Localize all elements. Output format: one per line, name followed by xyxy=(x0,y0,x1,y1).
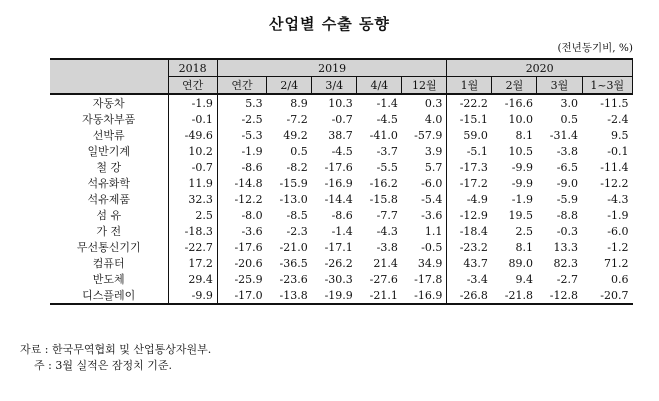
table-cell: -41.0 xyxy=(369,128,398,142)
header-period-cell: 연간 xyxy=(168,77,217,95)
table-cell: -31.4 xyxy=(549,128,579,142)
table-cell: -4.9 xyxy=(466,192,488,206)
header-period-cell: 1월 xyxy=(447,77,492,95)
header-period-cell: 1~3월 xyxy=(582,77,632,95)
export-table xyxy=(50,58,633,305)
table-cell: -0.3 xyxy=(556,224,579,238)
table-cell: -20.6 xyxy=(234,256,263,270)
table-cell: -17.1 xyxy=(324,240,353,254)
table-cell: -23.2 xyxy=(459,240,488,254)
row-label: 반도체 xyxy=(50,271,168,287)
header-period-cell: 3월 xyxy=(537,77,582,95)
table-cell: -21.8 xyxy=(492,287,537,304)
remark-note: 주 : 3월 실적은 잠정치 기준. xyxy=(34,359,172,372)
table-cell: -17.6 xyxy=(324,160,353,174)
row-label: 무선통신기기 xyxy=(50,239,168,255)
table-cell: -3.6 xyxy=(241,224,263,238)
table-cell: -4.3 xyxy=(607,192,629,206)
table-cell: -21.0 xyxy=(279,240,308,254)
table-cell: -16.2 xyxy=(369,176,398,190)
table-row xyxy=(50,191,633,207)
table-cell: -22.2 xyxy=(447,94,492,111)
table-row xyxy=(50,287,633,304)
table-cell: -4.3 xyxy=(376,224,398,238)
row-label: 철 강 xyxy=(50,159,168,175)
row-label: 일반기계 xyxy=(50,143,168,159)
table-cell: -57.9 xyxy=(402,127,447,143)
table-cell: -0.1 xyxy=(168,111,217,127)
table-cell: -30.3 xyxy=(324,272,353,286)
table-row xyxy=(50,271,633,287)
table-cell: -5.9 xyxy=(556,192,579,206)
table-cell: -17.3 xyxy=(459,160,488,174)
row-label: 컴퓨터 xyxy=(50,255,168,271)
table-cell: 1.1 xyxy=(402,223,447,239)
row-label: 자동차 xyxy=(50,94,168,111)
header-period-cell: 3/4 xyxy=(312,77,357,95)
table-row xyxy=(50,223,633,239)
table-cell: -14.4 xyxy=(324,192,353,206)
row-label: 선박류 xyxy=(50,127,168,143)
table-row xyxy=(50,239,633,255)
table-cell: 4.0 xyxy=(402,111,447,127)
table-cell: -2.4 xyxy=(607,112,629,126)
source-note: 자료 : 한국무역협회 및 산업통상자원부. xyxy=(20,343,212,356)
row-label: 석유제품 xyxy=(50,191,168,207)
table-cell: -17.2 xyxy=(459,176,488,190)
footnotes xyxy=(20,342,211,374)
table-cell: -3.4 xyxy=(466,272,488,286)
table-cell: -1.9 xyxy=(241,144,263,158)
table-cell: -5.1 xyxy=(466,144,488,158)
table-cell: 32.3 xyxy=(168,191,217,207)
table-cell: -0.1 xyxy=(607,144,629,158)
table-cell: -15.9 xyxy=(279,176,308,190)
row-label: 디스플레이 xyxy=(50,287,168,304)
table-cell: -8.6 xyxy=(241,160,263,174)
table-cell: 5.7 xyxy=(402,159,447,175)
table-cell: -21.1 xyxy=(357,287,402,304)
table-cell: -13.8 xyxy=(267,287,312,304)
table-cell: -8.0 xyxy=(241,208,263,222)
table-header xyxy=(50,59,633,94)
table-cell: 0.6 xyxy=(611,272,629,286)
table-cell: -6.0 xyxy=(402,175,447,191)
table-cell: 19.5 xyxy=(508,208,533,222)
table-cell: 9.5 xyxy=(611,128,629,142)
table-cell: 17.2 xyxy=(168,255,217,271)
table-cell: -11.4 xyxy=(600,160,629,174)
table-cell: -7.7 xyxy=(376,208,398,222)
table-cell: -7.2 xyxy=(286,112,308,126)
table-cell: -18.3 xyxy=(168,223,217,239)
table-cell: -9.0 xyxy=(556,176,579,190)
table-cell: -20.7 xyxy=(582,287,632,304)
table-cell: -16.9 xyxy=(324,176,353,190)
table-cell: -18.4 xyxy=(459,224,488,238)
table-cell: -27.6 xyxy=(369,272,398,286)
table-cell: 8.9 xyxy=(267,94,312,111)
table-cell: -4.5 xyxy=(376,112,398,126)
table-cell: -23.6 xyxy=(279,272,308,286)
table-cell: 21.4 xyxy=(373,256,398,270)
table-body xyxy=(50,94,633,304)
table-cell: -26.8 xyxy=(447,287,492,304)
table-cell: 34.9 xyxy=(402,255,447,271)
table-cell: 38.7 xyxy=(328,128,353,142)
table-cell: 10.0 xyxy=(508,112,533,126)
header-period-cell: 2월 xyxy=(492,77,537,95)
table-cell: -8.6 xyxy=(331,208,353,222)
table-cell: -0.7 xyxy=(331,112,353,126)
table-cell: -16.6 xyxy=(492,94,537,111)
table-cell: -17.0 xyxy=(217,287,266,304)
table-cell: -19.9 xyxy=(312,287,357,304)
table-row xyxy=(50,94,633,111)
header-year-2019: 2019 xyxy=(217,59,447,77)
table-cell: -26.2 xyxy=(324,256,353,270)
table-cell: -2.5 xyxy=(241,112,263,126)
table-cell: -15.1 xyxy=(459,112,488,126)
table-cell: -8.5 xyxy=(286,208,308,222)
table-cell: 82.3 xyxy=(553,256,579,270)
table-cell: -9.9 xyxy=(511,160,533,174)
table-row xyxy=(50,159,633,175)
table-cell: 5.3 xyxy=(217,94,266,111)
page-title: 산업별 수출 동향 xyxy=(269,15,390,33)
table-cell: 10.3 xyxy=(312,94,357,111)
table-cell: -5.4 xyxy=(402,191,447,207)
table-cell: -16.9 xyxy=(402,287,447,304)
header-blank-cell xyxy=(50,59,168,94)
table-cell: -5.3 xyxy=(241,128,263,142)
table-cell: -17.6 xyxy=(234,240,263,254)
row-label: 가 전 xyxy=(50,223,168,239)
table-cell: 8.1 xyxy=(515,128,533,142)
table-cell: -6.5 xyxy=(556,160,579,174)
table-cell: -36.5 xyxy=(279,256,308,270)
table-cell: 10.2 xyxy=(168,143,217,159)
table-cell: -1.4 xyxy=(331,224,353,238)
table-row xyxy=(50,255,633,271)
table-cell: -0.7 xyxy=(168,159,217,175)
table-cell: -0.5 xyxy=(402,239,447,255)
table-cell: 89.0 xyxy=(508,256,533,270)
table-cell: -49.6 xyxy=(168,127,217,143)
table-cell: -9.9 xyxy=(511,176,533,190)
table-cell: -1.2 xyxy=(607,240,629,254)
header-period-cell: 4/4 xyxy=(357,77,402,95)
table-row xyxy=(50,143,633,159)
table-cell: 0.5 xyxy=(560,112,579,126)
header-period-cell: 2/4 xyxy=(267,77,312,95)
table-cell: -3.8 xyxy=(376,240,398,254)
row-label: 섬 유 xyxy=(50,207,168,223)
table-cell: -3.7 xyxy=(376,144,398,158)
table-cell: -15.8 xyxy=(369,192,398,206)
table-cell: -1.4 xyxy=(357,94,402,111)
unit-label: (전년동기비, %) xyxy=(557,42,633,54)
table-cell: -1.9 xyxy=(168,94,217,111)
table-cell: -14.8 xyxy=(234,176,263,190)
table-cell: 0.5 xyxy=(290,144,308,158)
table-cell: 71.2 xyxy=(604,256,629,270)
table-cell: 3.0 xyxy=(537,94,582,111)
table-cell: -2.3 xyxy=(286,224,308,238)
table-cell: 13.3 xyxy=(553,240,579,254)
header-year-2020: 2020 xyxy=(447,59,633,77)
table-cell: -1.9 xyxy=(511,192,533,206)
row-label: 석유화학 xyxy=(50,175,168,191)
table-cell: 3.9 xyxy=(402,143,447,159)
table-cell: -3.8 xyxy=(556,144,579,158)
table-cell: -8.8 xyxy=(556,208,579,222)
table-cell: -6.0 xyxy=(607,224,629,238)
table-cell: -2.7 xyxy=(556,272,579,286)
table-cell: 10.5 xyxy=(508,144,533,158)
header-period-cell: 연간 xyxy=(217,77,266,95)
table-row xyxy=(50,207,633,223)
table-cell: 49.2 xyxy=(283,128,308,142)
table-cell: 29.4 xyxy=(168,271,217,287)
table-cell: 9.4 xyxy=(515,272,533,286)
table-cell: -12.9 xyxy=(459,208,488,222)
header-year-2018: 2018 xyxy=(168,59,217,77)
table-row xyxy=(50,175,633,191)
table-cell: 43.7 xyxy=(463,256,488,270)
table-cell: -3.6 xyxy=(402,207,447,223)
table-row xyxy=(50,111,633,127)
table-cell: -5.5 xyxy=(376,160,398,174)
table-cell: -22.7 xyxy=(168,239,217,255)
table-cell: -11.5 xyxy=(582,94,632,111)
table-cell: 2.5 xyxy=(168,207,217,223)
header-period-cell: 12월 xyxy=(402,77,447,95)
row-label: 자동차부품 xyxy=(50,111,168,127)
table-cell: 2.5 xyxy=(515,224,533,238)
table-row xyxy=(50,127,633,143)
table-cell: -12.8 xyxy=(537,287,582,304)
table-cell: -4.5 xyxy=(331,144,353,158)
table-cell: 59.0 xyxy=(463,128,488,142)
table-cell: -17.8 xyxy=(402,271,447,287)
table-cell: -12.2 xyxy=(234,192,263,206)
table-cell: 8.1 xyxy=(515,240,533,254)
table-cell: -25.9 xyxy=(234,272,263,286)
table-cell: -9.9 xyxy=(168,287,217,304)
table-cell: 0.3 xyxy=(402,94,447,111)
table-cell: -12.2 xyxy=(600,176,629,190)
table-cell: -13.0 xyxy=(279,192,308,206)
table-cell: 11.9 xyxy=(168,175,217,191)
table-cell: -8.2 xyxy=(286,160,308,174)
table-cell: -1.9 xyxy=(607,208,629,222)
